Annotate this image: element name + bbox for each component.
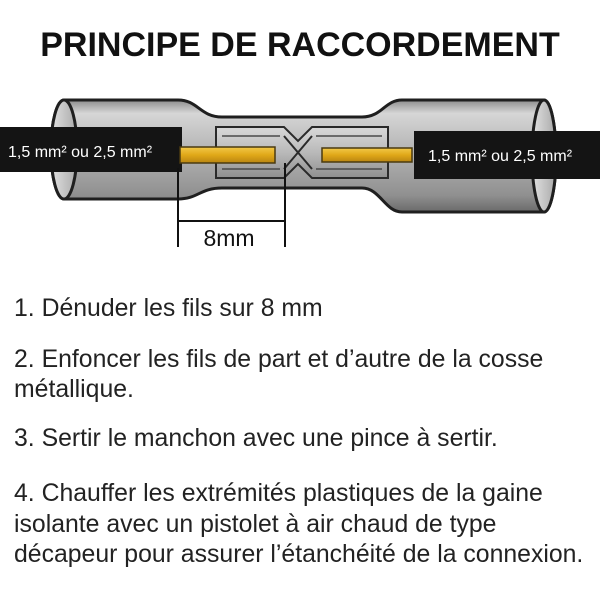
step-2 <box>14 345 543 405</box>
step-3 <box>14 424 498 454</box>
step-4-line-2: isolante avec un pistolet à air chaud de type <box>14 510 497 538</box>
right-wire-label: 1,5 mm² ou 2,5 mm² <box>428 148 573 165</box>
step-2-line-2: métallique. <box>14 376 134 403</box>
step-4-line-3: décapeur pour assurer l’étanchéité de la connexion. <box>14 541 584 568</box>
step-1 <box>14 294 323 324</box>
page-title: PRINCIPE DE RACCORDEMENT <box>40 26 560 64</box>
step-2-line-1: 2. Enfoncer les fils de part et d’autre de la cosse <box>14 346 544 373</box>
right-wire-core <box>322 148 412 162</box>
strip-length-label: 8mm <box>203 225 255 251</box>
step-4 <box>14 479 583 571</box>
step-1-line-1: 1. Dénuder les fils sur 8 mm <box>14 295 323 322</box>
step-3-line-1: 3. Sertir le manchon avec une pince à sertir. <box>14 425 498 452</box>
step-4-line-1: 4. Chauffer les extrémités plastiques de la gaine <box>14 480 543 507</box>
left-wire-core <box>180 147 275 163</box>
left-wire-label: 1,5 mm² ou 2,5 mm² <box>8 144 153 161</box>
